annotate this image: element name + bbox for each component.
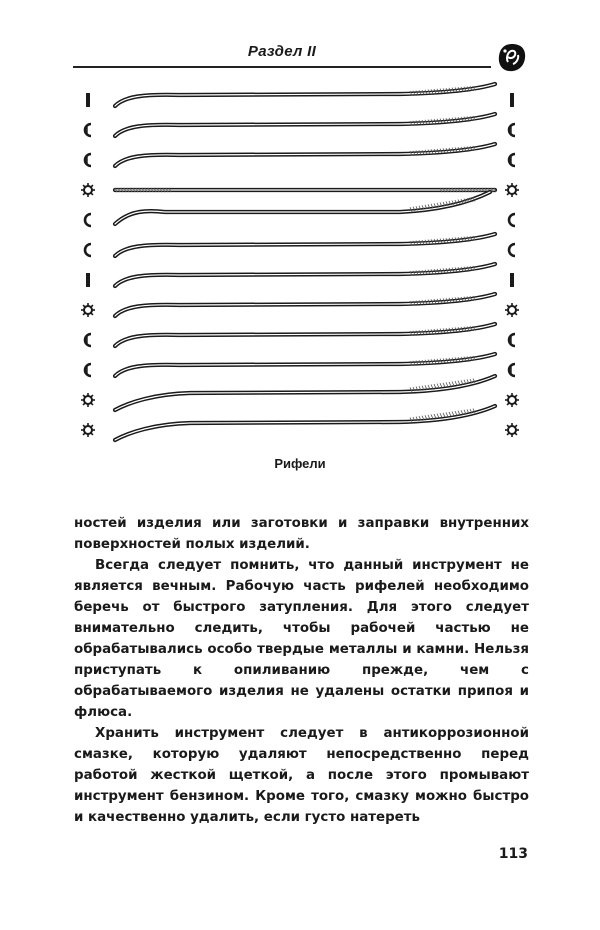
profile-right-icon [505,393,519,407]
paragraph: Всегда следует помнить, что данный инструмент не является вечным. Рабочую часть рифелей необходимо беречь от быстрого затупления. Для этого следует внимательно следить, чтобы рабочей частью не обрабатывались особо твердые металлы и камни. Нельзя приступать к опиливанию прежде, чем с обрабатываемого изделия не удалены остатки припоя и флюса. [74,558,529,720]
rifler-file [115,114,495,136]
profile-right-icon [510,93,514,107]
profile-right-icon [509,364,515,376]
rifler-files-figure [70,80,530,450]
profile-left-icon [81,393,95,407]
profile-right-icon [505,303,519,317]
profile-left-icon [81,183,95,197]
running-head [73,40,491,68]
profile-left-icon [85,364,91,376]
profile-left-icon [85,214,91,226]
paragraph: ностей изделия или заготовки и заправки внутренних поверхностей полых изделий. [74,516,529,552]
rifler-file [115,234,495,256]
profile-left-icon [81,423,95,437]
body-text [74,513,529,828]
rifler-file [115,324,495,346]
rifler-files-illustration [70,80,530,450]
figure-caption: Рифели [274,456,326,471]
chapter-number-icon [496,42,528,74]
profile-right-icon [509,334,515,346]
profile-left-icon [85,154,91,166]
profile-left-icon [85,334,91,346]
rifler-file [115,188,496,192]
profile-right-icon [509,244,515,256]
rifler-file [115,354,495,376]
profile-left-icon [86,273,90,287]
rifler-file [115,144,495,166]
rifler-file [115,264,495,286]
rifler-file [115,294,495,316]
profile-left-icon [81,303,95,317]
profile-right-icon [510,273,514,287]
profile-right-icon [509,154,515,166]
rifler-file [115,84,495,106]
profile-right-icon [505,183,519,197]
profile-right-icon [509,214,515,226]
profile-left-icon [85,244,91,256]
rifler-file [115,192,490,224]
profile-right-icon [505,423,519,437]
profile-right-icon [509,124,515,136]
profile-left-icon [86,93,90,107]
section-title: Раздел II [247,43,317,60]
paragraph: Хранить инструмент следует в антикоррозионной смазке, которую удаляют непосредственно перед работой жесткой щеткой, а после этого промывают инструмент бензином. Кроме того, смазку можно быстро и качественно удалить, если густо натереть [74,726,529,825]
rifler-file [115,376,495,410]
page-number: 113 [498,846,528,862]
profile-left-icon [85,124,91,136]
rifler-file [115,406,495,440]
